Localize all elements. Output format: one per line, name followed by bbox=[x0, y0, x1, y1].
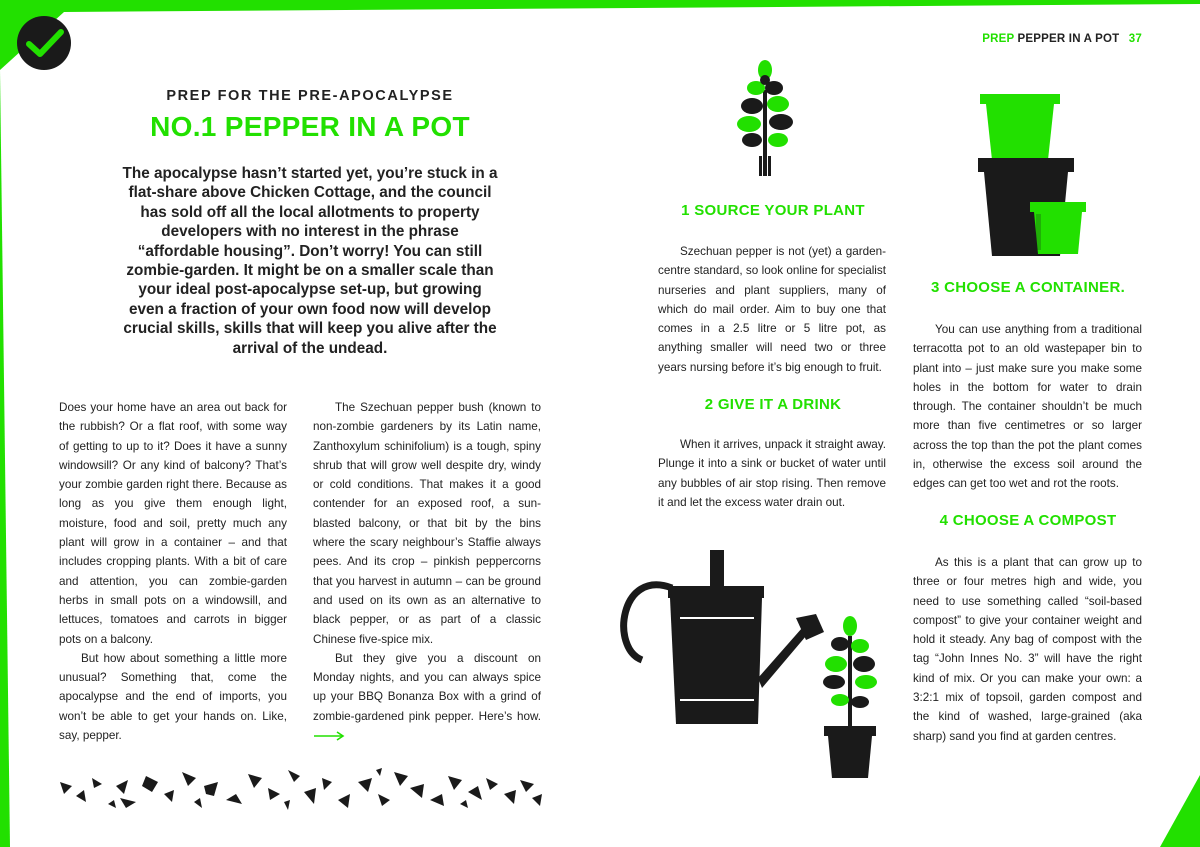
running-head bbox=[982, 33, 1142, 45]
plant-icon bbox=[732, 60, 798, 178]
step-4-text: As this is a plant that can grow up to three or four metres high and wide, you need to use something called “soil-based compost” to give your container weight and hold it steady. Any bag of compost with the tag “John Innes No. 3” will have the right kind of mix. Or you can make your own: a 3:2:1 mix of topsoil, garden compost and the kind of washed, large-grained (aka sharp) sand you find at garden centres. bbox=[913, 556, 1142, 743]
running-head-title: PEPPER IN A POT bbox=[1017, 33, 1120, 45]
step-3-text: You can use anything from a traditional terracotta pot to an old wastepaper bin to plant into – just make sure you make some holes in the bottom for water to drain through. The container shouldn’t be much more than five centimetres or so larger across the top than the pot the plant comes in, otherwise the excess soil around the edges can get too wet and rot the roots. bbox=[913, 323, 1142, 491]
potted-plant-icon bbox=[818, 616, 882, 780]
step-4-heading: 4 CHOOSE A COMPOST bbox=[939, 512, 1117, 529]
step-2-text: When it arrives, unpack it straight away. Plunge it into a sink or bucket of water until any bubbles of air stop rising. Then remove it and let the excess water drain out. bbox=[658, 438, 886, 509]
kicker: PREP FOR THE PRE-APOCALYPSE bbox=[166, 88, 454, 104]
column-2 bbox=[313, 398, 541, 745]
watering-can-icon bbox=[620, 548, 830, 728]
step-3-heading: 3 CHOOSE A CONTAINER. bbox=[930, 279, 1126, 296]
debris-decoration bbox=[58, 764, 544, 812]
flower-pots-icon bbox=[978, 92, 1088, 260]
paragraph: But how about something a little more unusual? Something that, come the apocalypse and the end of imports, you won’t be able to get your hands on. Like, say, pepper. bbox=[59, 651, 287, 743]
intro-paragraph: The apocalypse hasn’t started yet, you’re stuck in a flat-share above Chicken Cottage, and the council has sold off all the local allotments to property developers with no interest in the phrase “affordable housing”. Don’t worry! You can still zombie-garden. It might be on a smaller scale than your ideal post-apocalypse set-up, but growing even a fraction of your own food now will develop crucial skills, skills that will keep you alive after the arrival of the undead. bbox=[122, 165, 498, 357]
step-2-heading: 2 GIVE IT A DRINK bbox=[704, 396, 842, 413]
page-title: NO.1 PEPPER IN A POT bbox=[150, 111, 470, 142]
step-1-text: Szechuan pepper is not (yet) a garden-centre standard, so look online for specialist nurseries and plant suppliers, many of which do mail order. Aim to buy one that comes in a 2.5 litre or 5 litre pot, as anything smaller will need two or three years nursing before it’s big enough to fruit. bbox=[658, 245, 886, 374]
page-number: 37 bbox=[1128, 33, 1142, 45]
column-1 bbox=[59, 398, 287, 745]
paragraph: Does your home have an area out back for the rubbish? Or a flat roof, with some way of getting to up to it? Does it have a sunny windowsill? Or any kind of balcony? That’s your zombie garden right there. Because as long as you give them enough light, moisture, food and soil, pretty much any plant will grow in a container – and that includes cropping plants. With a bit of care and attention, you can zombie-garden herbs in small pots on a windowsill, and lettuces, tomatoes and carrots in bigger pots on a balcony. bbox=[59, 401, 287, 646]
running-head-section: PREP bbox=[982, 33, 1015, 45]
paragraph: But they give you a discount on Monday nights, and you can always spice up your BBQ Bonanza Box with a grind of zombie-gardened pink pepper. Here’s how. bbox=[313, 651, 541, 723]
step-1-heading: 1 SOURCE YOUR PLANT bbox=[681, 202, 865, 219]
paragraph: The Szechuan pepper bush (known to non-zombie gardeners by its Latin name, Zanthoxylum schinifolium) is a tough, spiny shrub that will grow well despite dry, windy or cold conditions. That makes it a good contender for an exposed roof, a sun-blasted balcony, or that bit by the bins where the scary neighbour’s Staffie always pees. And its crop – pinkish peppercorns that you harvest in autumn – can be ground and used on its own as an alternative to black pepper, or as part of a classic Chinese five-spice mix. bbox=[313, 401, 541, 646]
arrow-right-icon bbox=[313, 731, 345, 741]
checkmark-icon bbox=[15, 14, 73, 72]
